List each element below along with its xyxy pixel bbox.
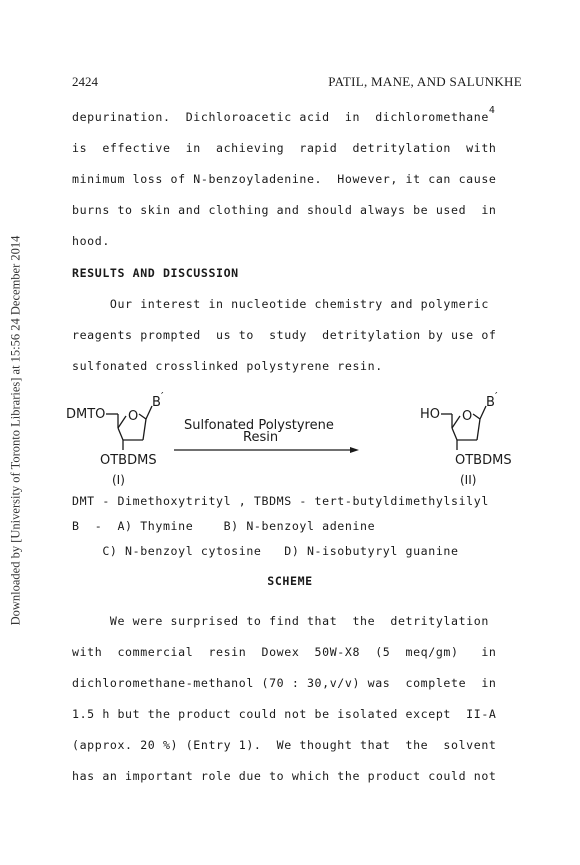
base-label: B [152, 395, 161, 410]
intro-line-4: burns to skin and clothing and should always be used in [72, 203, 497, 217]
body-line-6: has an important role due to which the product could not [72, 769, 497, 783]
otbdms-label-right: OTBDMS [455, 453, 512, 468]
page-number: 2424 [72, 74, 98, 89]
ring-bond [143, 419, 146, 440]
base-label: B [486, 395, 495, 410]
ring-oxygen-label: O [462, 409, 473, 424]
ring-bond [139, 414, 146, 419]
running-head: PATIL, MANE, AND SALUNKHE [328, 74, 522, 89]
results-line-1: Our interest in nucleotide chemistry and polymeric [72, 297, 489, 311]
reagent-label-line2: Resin [243, 430, 279, 445]
intro-line-2: is effective in achieving rapid detritylation with [72, 141, 497, 155]
ring-bond [452, 416, 460, 428]
ho-group-label: HO [420, 407, 441, 422]
body-line-3: dichloromethane-methanol (70 : 30,v/v) was complete in [72, 676, 497, 690]
reaction-scheme [60, 392, 530, 507]
scheme-legend-line-3: C) N-benzoyl cytosine D) N-isobutyryl guanine [72, 544, 459, 558]
ring-bond [118, 428, 123, 440]
results-line-3: sulfonated crosslinked polystyrene resin. [72, 359, 383, 373]
reference-superscript: 4 [488, 105, 496, 116]
base-prime: ′ [161, 392, 164, 403]
base-prime: ′ [495, 392, 498, 403]
ring-bond [118, 416, 126, 428]
body-line-1: We were surprised to find that the detritylation [72, 614, 489, 628]
ring-oxygen-label: O [128, 409, 139, 424]
compound-label-i: (I) [112, 473, 125, 487]
scheme-title: SCHEME [267, 574, 313, 588]
ring-bond [473, 414, 480, 419]
scheme-legend-line-2: B - A) Thymine B) N-benzoyl adenine [72, 519, 376, 533]
intro-line-5: hood. [72, 234, 110, 248]
scheme-legend-line-1: DMT - Dimethoxytrityl , TBDMS - tert-butyldimethylsilyl [72, 494, 489, 508]
download-watermark [2, 20, 30, 840]
reaction-arrow-head [350, 447, 359, 453]
download-watermark-text: Downloaded by [University of Toronto Libraries] at 15:56 24 December 2014 [8, 235, 23, 625]
ring-bond [452, 428, 457, 440]
page-header [72, 74, 522, 92]
body-line-5: (approx. 20 %) (Entry 1). We thought that the solvent [72, 738, 497, 752]
reagent-label-line1: Sulfonated Polystyrene [184, 418, 334, 433]
section-heading: RESULTS AND DISCUSSION [72, 266, 239, 280]
dmto-group-label: DMTO [66, 407, 106, 422]
ring-bond [477, 419, 480, 440]
intro-line-1: depurination. Dichloroacetic acid in dichloromethane4 [72, 105, 496, 124]
body-line-2: with commercial resin Dowex 50W-X8 (5 meq/gm) in [72, 645, 497, 659]
otbdms-label-left: OTBDMS [100, 453, 157, 468]
results-line-2: reagents prompted us to study detritylation by use of [72, 328, 497, 342]
reaction-scheme-drawing [60, 392, 530, 507]
compound-label-ii: (II) [460, 473, 477, 487]
body-line-4: 1.5 h but the product could not be isolated except II-A [72, 707, 497, 721]
intro-line-3: minimum loss of N-benzoyladenine. However, it can cause [72, 172, 497, 186]
